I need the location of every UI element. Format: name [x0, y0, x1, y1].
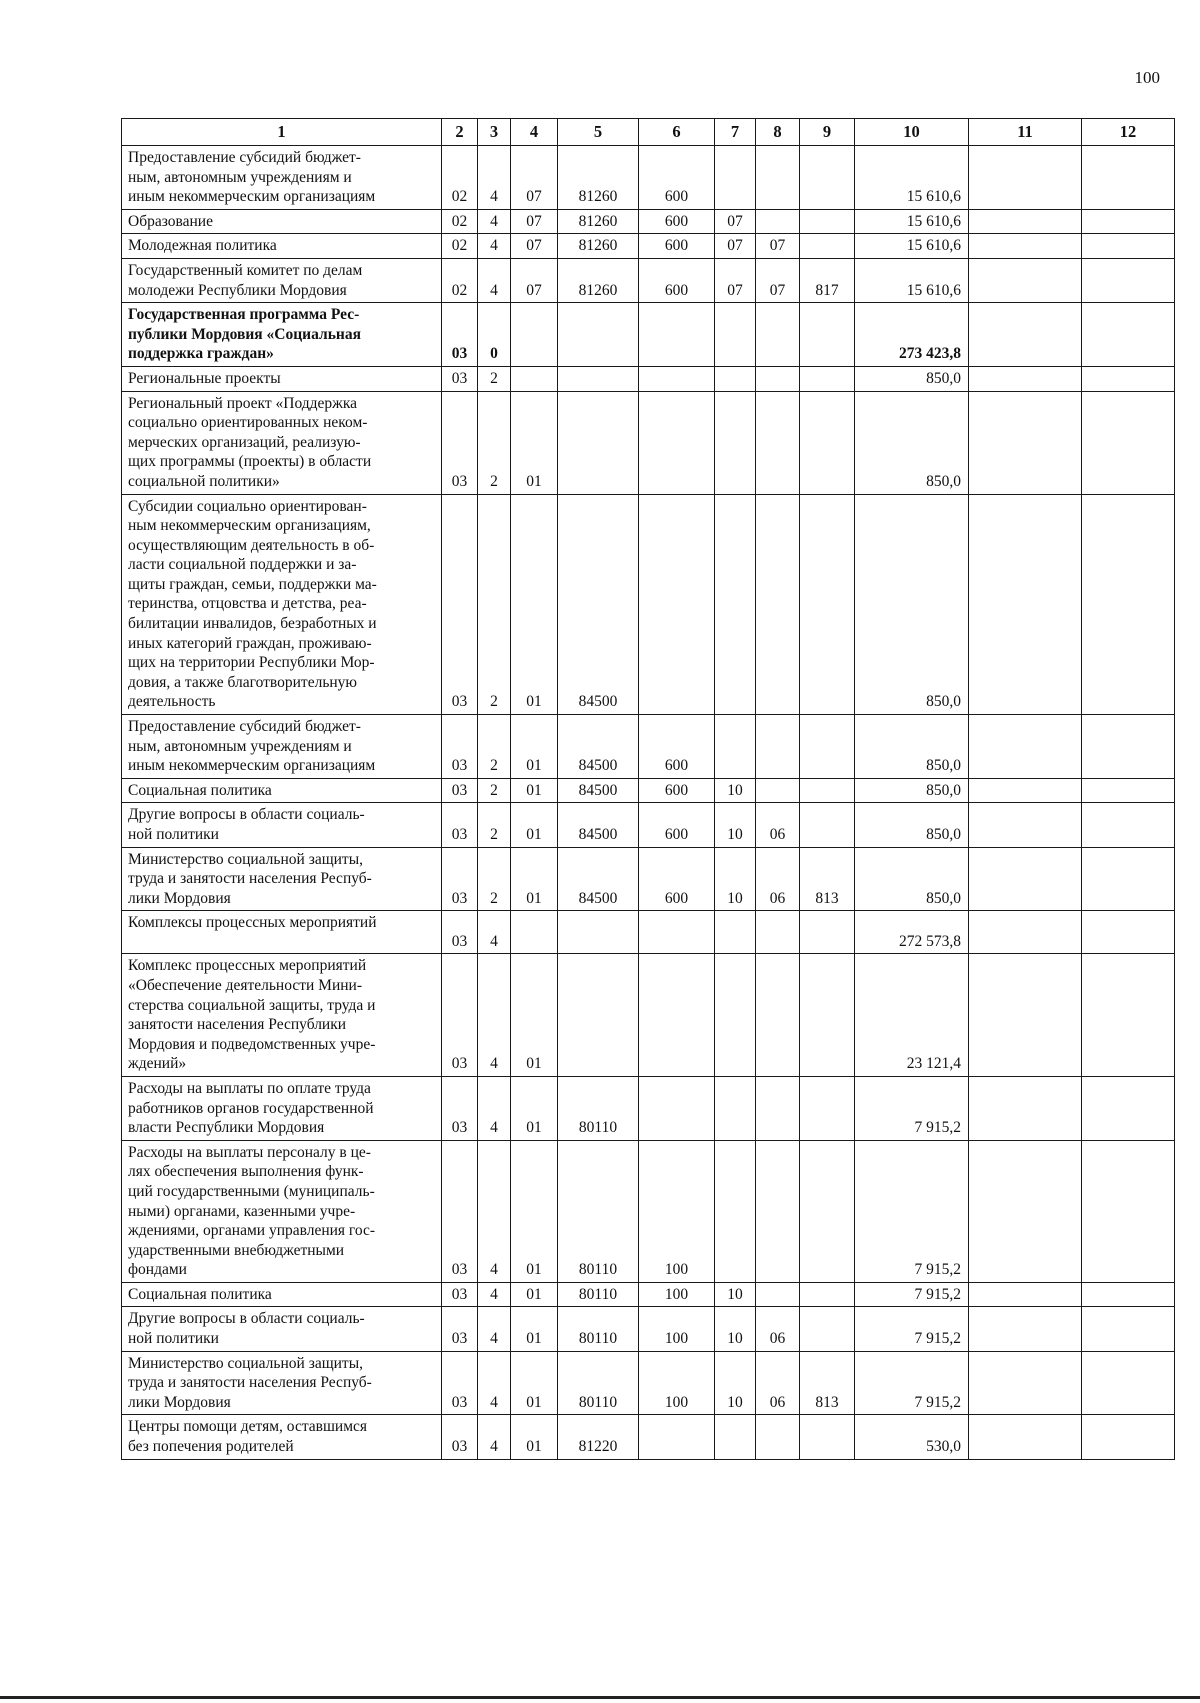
code-ministry — [800, 1415, 855, 1459]
code-subsection — [756, 1140, 800, 1282]
budget-table — [121, 118, 1175, 1460]
code-subsection — [756, 303, 800, 367]
code-direction: 81220 — [558, 1415, 639, 1459]
code-direction: 80110 — [558, 1351, 639, 1415]
amount-col-11 — [969, 303, 1082, 367]
row-name: Социальная политика — [122, 778, 442, 803]
code-direction: 84500 — [558, 715, 639, 779]
code-program: 02 — [442, 258, 478, 302]
code-subprogram: 0 — [478, 303, 511, 367]
code-direction — [558, 954, 639, 1077]
header-col-1: 1 — [122, 119, 442, 146]
code-program: 03 — [442, 1282, 478, 1307]
table-row — [122, 1282, 1175, 1307]
code-subprogram: 2 — [478, 494, 511, 715]
amount-col-10: 850,0 — [855, 366, 969, 391]
code-expense-type: 600 — [639, 778, 715, 803]
code-direction: 81260 — [558, 258, 639, 302]
code-project: 07 — [511, 258, 558, 302]
table-row — [122, 847, 1175, 911]
code-expense-type — [639, 366, 715, 391]
code-ministry — [800, 803, 855, 847]
code-subsection: 06 — [756, 847, 800, 911]
code-ministry — [800, 778, 855, 803]
amount-col-12 — [1082, 847, 1175, 911]
code-ministry — [800, 303, 855, 367]
amount-col-11 — [969, 1415, 1082, 1459]
code-direction — [558, 391, 639, 494]
code-expense-type — [639, 303, 715, 367]
code-program: 03 — [442, 366, 478, 391]
code-program: 03 — [442, 954, 478, 1077]
code-subsection — [756, 1076, 800, 1140]
code-ministry — [800, 911, 855, 954]
amount-col-12 — [1082, 1140, 1175, 1282]
header-col-4: 4 — [511, 119, 558, 146]
code-subprogram: 2 — [478, 391, 511, 494]
code-section — [715, 366, 756, 391]
code-program: 03 — [442, 1140, 478, 1282]
code-direction — [558, 366, 639, 391]
code-project: 01 — [511, 954, 558, 1077]
code-section: 07 — [715, 258, 756, 302]
code-subprogram: 2 — [478, 847, 511, 911]
amount-col-11 — [969, 494, 1082, 715]
code-section — [715, 391, 756, 494]
row-name: Государственный комитет по делам молодежи Республики Мордовия — [122, 258, 442, 302]
table-row — [122, 1351, 1175, 1415]
code-subprogram: 4 — [478, 209, 511, 234]
code-expense-type: 600 — [639, 209, 715, 234]
header-col-9: 9 — [800, 119, 855, 146]
row-name: Комплекс процессных мероприятий «Обеспечение деятельности Мини- стерства социальной защиты, труда и занятости населения Республики Мордовия и подведомственных учре- ждений» — [122, 954, 442, 1077]
amount-col-12 — [1082, 258, 1175, 302]
code-section: 07 — [715, 234, 756, 259]
code-subsection — [756, 954, 800, 1077]
code-subsection — [756, 209, 800, 234]
amount-col-11 — [969, 258, 1082, 302]
code-ministry: 817 — [800, 258, 855, 302]
code-project: 01 — [511, 1307, 558, 1351]
amount-col-11 — [969, 847, 1082, 911]
amount-col-10: 15 610,6 — [855, 258, 969, 302]
code-expense-type: 600 — [639, 258, 715, 302]
code-section: 10 — [715, 803, 756, 847]
header-col-3: 3 — [478, 119, 511, 146]
code-ministry — [800, 1307, 855, 1351]
code-program: 03 — [442, 778, 478, 803]
code-subprogram: 4 — [478, 1076, 511, 1140]
code-section — [715, 911, 756, 954]
row-name: Молодежная политика — [122, 234, 442, 259]
amount-col-12 — [1082, 715, 1175, 779]
amount-col-12 — [1082, 209, 1175, 234]
code-direction: 80110 — [558, 1307, 639, 1351]
code-project: 01 — [511, 778, 558, 803]
table-body — [122, 146, 1175, 1460]
code-subprogram: 4 — [478, 1282, 511, 1307]
code-expense-type: 100 — [639, 1140, 715, 1282]
code-direction — [558, 303, 639, 367]
table-row — [122, 911, 1175, 954]
amount-col-10: 850,0 — [855, 715, 969, 779]
code-project: 01 — [511, 391, 558, 494]
row-name: Образование — [122, 209, 442, 234]
amount-col-12 — [1082, 803, 1175, 847]
code-expense-type — [639, 1076, 715, 1140]
code-expense-type — [639, 391, 715, 494]
code-subsection — [756, 146, 800, 210]
amount-col-10: 15 610,6 — [855, 146, 969, 210]
row-name: Предоставление субсидий бюджет- ным, автономным учреждениям и иным некоммерческим организациям — [122, 146, 442, 210]
code-section — [715, 303, 756, 367]
code-subsection — [756, 1282, 800, 1307]
code-subprogram: 4 — [478, 234, 511, 259]
code-project: 07 — [511, 146, 558, 210]
table-row — [122, 258, 1175, 302]
code-ministry — [800, 366, 855, 391]
code-project — [511, 366, 558, 391]
code-section: 10 — [715, 1351, 756, 1415]
code-project: 01 — [511, 1140, 558, 1282]
code-expense-type: 100 — [639, 1282, 715, 1307]
code-section — [715, 1140, 756, 1282]
code-subsection: 06 — [756, 803, 800, 847]
amount-col-11 — [969, 715, 1082, 779]
table-row — [122, 391, 1175, 494]
code-ministry — [800, 494, 855, 715]
code-program: 03 — [442, 391, 478, 494]
code-program: 03 — [442, 847, 478, 911]
table-row — [122, 1076, 1175, 1140]
amount-col-11 — [969, 234, 1082, 259]
row-name: Предоставление субсидий бюджет- ным, автономным учреждениям и иным некоммерческим организациям — [122, 715, 442, 779]
code-subsection — [756, 366, 800, 391]
code-section — [715, 1076, 756, 1140]
code-ministry — [800, 1282, 855, 1307]
amount-col-10: 530,0 — [855, 1415, 969, 1459]
code-subsection — [756, 778, 800, 803]
code-program: 03 — [442, 1307, 478, 1351]
row-name: Государственная программа Рес- публики Мордовия «Социальная поддержка граждан» — [122, 303, 442, 367]
amount-col-12 — [1082, 1351, 1175, 1415]
row-name: Социальная политика — [122, 1282, 442, 1307]
code-project: 01 — [511, 1415, 558, 1459]
code-project: 01 — [511, 1351, 558, 1415]
code-ministry — [800, 146, 855, 210]
code-direction: 84500 — [558, 847, 639, 911]
amount-col-10: 7 915,2 — [855, 1140, 969, 1282]
row-name: Министерство социальной защиты, труда и занятости населения Респуб- лики Мордовия — [122, 1351, 442, 1415]
code-expense-type: 600 — [639, 715, 715, 779]
code-project: 07 — [511, 209, 558, 234]
amount-col-11 — [969, 366, 1082, 391]
table-row — [122, 778, 1175, 803]
table-row — [122, 303, 1175, 367]
amount-col-12 — [1082, 1415, 1175, 1459]
table-row — [122, 209, 1175, 234]
code-section — [715, 1415, 756, 1459]
code-expense-type — [639, 954, 715, 1077]
row-name: Комплексы процессных мероприятий — [122, 911, 442, 954]
code-subsection: 06 — [756, 1307, 800, 1351]
amount-col-10: 23 121,4 — [855, 954, 969, 1077]
code-expense-type — [639, 911, 715, 954]
amount-col-12 — [1082, 1307, 1175, 1351]
row-name: Региональные проекты — [122, 366, 442, 391]
table-row — [122, 954, 1175, 1077]
amount-col-11 — [969, 911, 1082, 954]
code-section — [715, 494, 756, 715]
code-ministry — [800, 715, 855, 779]
code-expense-type — [639, 1415, 715, 1459]
code-ministry — [800, 954, 855, 1077]
code-project: 01 — [511, 1282, 558, 1307]
table-row — [122, 366, 1175, 391]
amount-col-12 — [1082, 391, 1175, 494]
amount-col-11 — [969, 1076, 1082, 1140]
code-program: 03 — [442, 303, 478, 367]
code-project: 01 — [511, 847, 558, 911]
amount-col-11 — [969, 209, 1082, 234]
code-expense-type: 100 — [639, 1307, 715, 1351]
code-program: 02 — [442, 209, 478, 234]
amount-col-10: 7 915,2 — [855, 1351, 969, 1415]
amount-col-11 — [969, 146, 1082, 210]
amount-col-10: 850,0 — [855, 494, 969, 715]
code-program: 03 — [442, 1076, 478, 1140]
header-row — [122, 119, 1175, 146]
code-program: 03 — [442, 715, 478, 779]
code-subsection: 06 — [756, 1351, 800, 1415]
code-subprogram: 4 — [478, 1351, 511, 1415]
code-project: 07 — [511, 234, 558, 259]
table-row — [122, 715, 1175, 779]
amount-col-12 — [1082, 911, 1175, 954]
amount-col-11 — [969, 1140, 1082, 1282]
amount-col-11 — [969, 1282, 1082, 1307]
code-program: 03 — [442, 1415, 478, 1459]
header-col-12: 12 — [1082, 119, 1175, 146]
table-row — [122, 1307, 1175, 1351]
code-section — [715, 146, 756, 210]
header-col-6: 6 — [639, 119, 715, 146]
code-direction: 84500 — [558, 778, 639, 803]
code-section — [715, 715, 756, 779]
code-direction: 84500 — [558, 494, 639, 715]
amount-col-12 — [1082, 303, 1175, 367]
amount-col-12 — [1082, 494, 1175, 715]
table-row — [122, 1415, 1175, 1459]
row-name: Субсидии социально ориентирован- ным некоммерческим организациям, осуществляющим деятельность в об- ласти социальной поддержки и за- щиты граждан, семьи, поддержки ма- теринства, отцовства и детства, реа- билитации инвалидов, безработных и иных категорий граждан, проживаю- щих на территории Республики Мор- довия, а также благотворительную деятельность — [122, 494, 442, 715]
code-direction: 81260 — [558, 146, 639, 210]
code-direction: 81260 — [558, 209, 639, 234]
code-subsection: 07 — [756, 234, 800, 259]
amount-col-10: 272 573,8 — [855, 911, 969, 954]
amount-col-11 — [969, 803, 1082, 847]
code-expense-type: 600 — [639, 146, 715, 210]
code-section: 10 — [715, 778, 756, 803]
code-direction: 80110 — [558, 1140, 639, 1282]
code-subprogram: 4 — [478, 911, 511, 954]
code-section: 10 — [715, 1282, 756, 1307]
code-expense-type — [639, 494, 715, 715]
code-project — [511, 303, 558, 367]
header-col-2: 2 — [442, 119, 478, 146]
row-name: Расходы на выплаты персоналу в це- лях обеспечения выполнения функ- ций государственными (муниципаль- ными) органами, казенными учре- ждениями, органами управления гос- ударственными внебюджетными фондами — [122, 1140, 442, 1282]
code-subprogram: 2 — [478, 715, 511, 779]
header-col-8: 8 — [756, 119, 800, 146]
amount-col-10: 850,0 — [855, 778, 969, 803]
code-expense-type: 600 — [639, 803, 715, 847]
code-subsection — [756, 391, 800, 494]
amount-col-11 — [969, 1307, 1082, 1351]
code-project — [511, 911, 558, 954]
code-expense-type: 600 — [639, 847, 715, 911]
row-name: Центры помощи детям, оставшимся без попечения родителей — [122, 1415, 442, 1459]
row-name: Другие вопросы в области социаль- ной политики — [122, 803, 442, 847]
code-program: 02 — [442, 146, 478, 210]
code-project: 01 — [511, 803, 558, 847]
page-number: 100 — [1134, 68, 1160, 87]
amount-col-10: 850,0 — [855, 803, 969, 847]
code-project: 01 — [511, 494, 558, 715]
code-section: 07 — [715, 209, 756, 234]
code-program: 02 — [442, 234, 478, 259]
amount-col-11 — [969, 954, 1082, 1077]
bottom-scan-border — [0, 1696, 1200, 1699]
code-subsection — [756, 1415, 800, 1459]
row-name: Региональный проект «Поддержка социально ориентированных неком- мерческих организаций, реализую- щих программы (проекты) в области социальной политики» — [122, 391, 442, 494]
code-subprogram: 4 — [478, 1415, 511, 1459]
code-subprogram: 2 — [478, 803, 511, 847]
table-row — [122, 803, 1175, 847]
amount-col-10: 7 915,2 — [855, 1307, 969, 1351]
amount-col-10: 15 610,6 — [855, 209, 969, 234]
code-expense-type: 100 — [639, 1351, 715, 1415]
amount-col-12 — [1082, 146, 1175, 210]
header-col-7: 7 — [715, 119, 756, 146]
amount-col-10: 273 423,8 — [855, 303, 969, 367]
amount-col-12 — [1082, 1076, 1175, 1140]
code-direction: 80110 — [558, 1282, 639, 1307]
amount-col-10: 7 915,2 — [855, 1076, 969, 1140]
row-name: Министерство социальной защиты, труда и занятости населения Респуб- лики Мордовия — [122, 847, 442, 911]
code-direction: 84500 — [558, 803, 639, 847]
code-subprogram: 2 — [478, 778, 511, 803]
code-subprogram: 4 — [478, 954, 511, 1077]
code-program: 03 — [442, 803, 478, 847]
code-subprogram: 4 — [478, 1140, 511, 1282]
row-name: Расходы на выплаты по оплате труда работников органов государственной власти Республики Мордовия — [122, 1076, 442, 1140]
code-direction: 80110 — [558, 1076, 639, 1140]
row-name: Другие вопросы в области социаль- ной политики — [122, 1307, 442, 1351]
code-project: 01 — [511, 715, 558, 779]
amount-col-11 — [969, 1351, 1082, 1415]
amount-col-11 — [969, 391, 1082, 494]
code-subsection — [756, 715, 800, 779]
code-subsection — [756, 911, 800, 954]
code-section — [715, 954, 756, 1077]
amount-col-12 — [1082, 234, 1175, 259]
code-section: 10 — [715, 1307, 756, 1351]
code-ministry — [800, 234, 855, 259]
code-project: 01 — [511, 1076, 558, 1140]
code-ministry — [800, 391, 855, 494]
code-program: 03 — [442, 1351, 478, 1415]
code-program: 03 — [442, 494, 478, 715]
amount-col-12 — [1082, 954, 1175, 1077]
header-col-5: 5 — [558, 119, 639, 146]
code-subprogram: 2 — [478, 366, 511, 391]
code-ministry — [800, 1076, 855, 1140]
code-subsection — [756, 494, 800, 715]
code-direction — [558, 911, 639, 954]
amount-col-12 — [1082, 778, 1175, 803]
table-row — [122, 494, 1175, 715]
table-header — [122, 119, 1175, 146]
code-direction: 81260 — [558, 234, 639, 259]
code-subprogram: 4 — [478, 258, 511, 302]
code-ministry — [800, 1140, 855, 1282]
code-ministry — [800, 209, 855, 234]
header-col-10: 10 — [855, 119, 969, 146]
table-row — [122, 1140, 1175, 1282]
amount-col-12 — [1082, 1282, 1175, 1307]
header-col-11: 11 — [969, 119, 1082, 146]
amount-col-10: 7 915,2 — [855, 1282, 969, 1307]
amount-col-12 — [1082, 366, 1175, 391]
code-subprogram: 4 — [478, 146, 511, 210]
amount-col-10: 850,0 — [855, 391, 969, 494]
table-row — [122, 146, 1175, 210]
amount-col-11 — [969, 778, 1082, 803]
code-subsection: 07 — [756, 258, 800, 302]
code-program: 03 — [442, 911, 478, 954]
code-section: 10 — [715, 847, 756, 911]
code-subprogram: 4 — [478, 1307, 511, 1351]
amount-col-10: 15 610,6 — [855, 234, 969, 259]
code-ministry: 813 — [800, 1351, 855, 1415]
code-ministry: 813 — [800, 847, 855, 911]
table-row — [122, 234, 1175, 259]
code-expense-type: 600 — [639, 234, 715, 259]
amount-col-10: 850,0 — [855, 847, 969, 911]
